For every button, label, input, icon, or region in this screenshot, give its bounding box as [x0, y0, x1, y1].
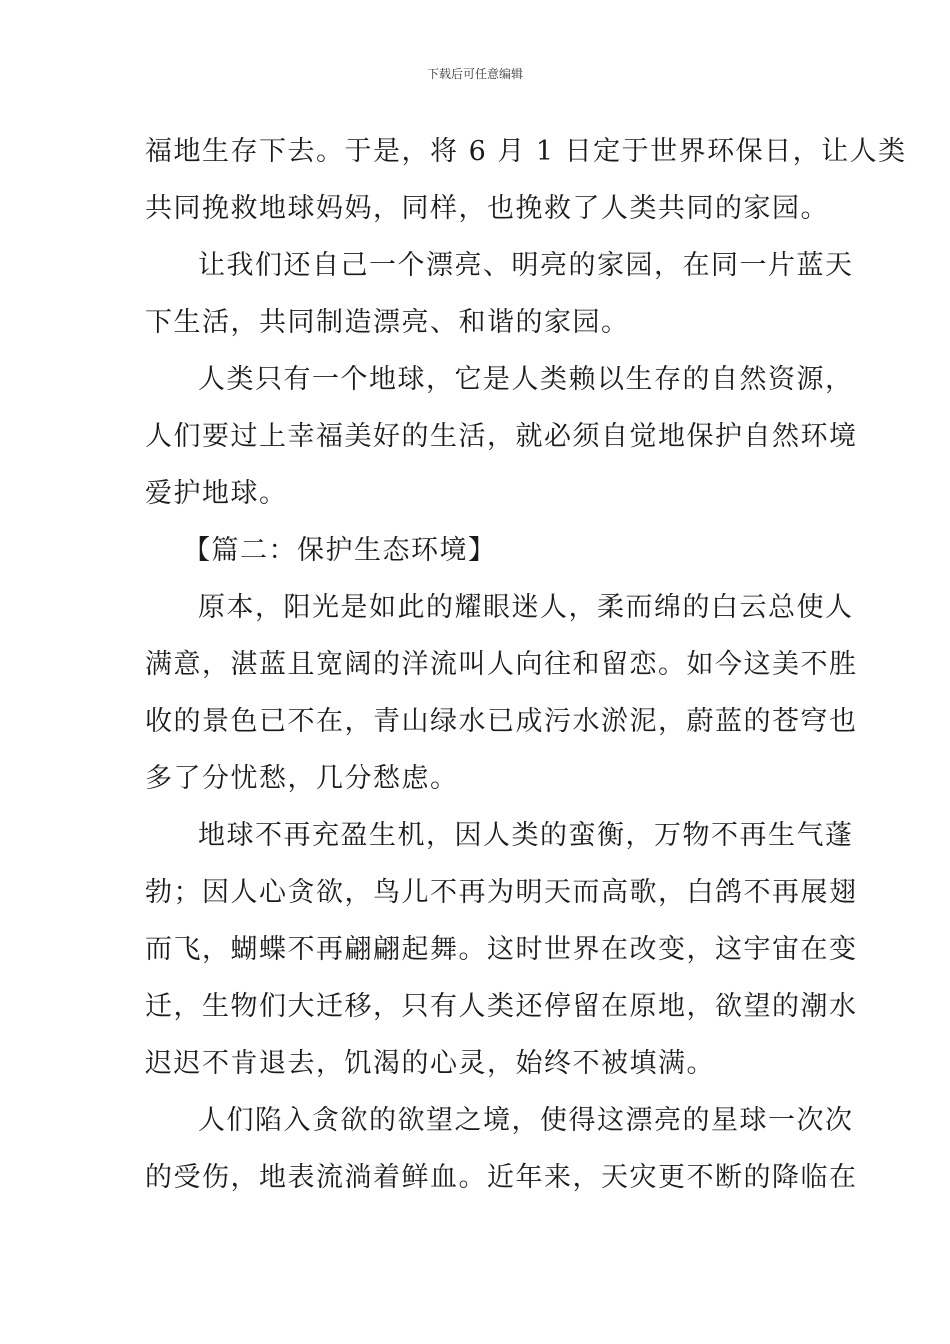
text-line: 爱护地球。 [145, 478, 288, 509]
section-heading: 【篇二：保护生态环境】 [183, 535, 497, 566]
text-line: 收的景色已不在，青山绿水已成污水淤泥，蔚蓝的苍穹也 [145, 706, 858, 737]
text-line: 人类只有一个地球，它是人类赖以生存的自然资源， [198, 364, 854, 395]
text-line: 原本，阳光是如此的耀眼迷人，柔而绵的白云总使人 [198, 592, 854, 623]
text-line: 人们陷入贪欲的欲望之境，使得这漂亮的星球一次次 [198, 1105, 854, 1136]
text-line: 下生活，共同制造漂亮、和谐的家园。 [145, 307, 630, 338]
text-line: 迟迟不肯退去，饥渴的心灵，始终不被填满。 [145, 1048, 715, 1079]
text-line: 的受伤，地表流淌着鲜血。近年来，天灾更不断的降临在 [145, 1162, 858, 1193]
text-line: 共同挽救地球妈妈，同样，也挽救了人类共同的家园。 [145, 193, 829, 224]
text-line: 福地生存下去。于是，将 6 月 1 日定于世界环保日，让人类 [145, 136, 907, 167]
text-line: 满意，湛蓝且宽阔的洋流叫人向往和留恋。如今这美不胜 [145, 649, 858, 680]
page-header: 下载后可任意编辑 [426, 67, 523, 81]
text-line: 而飞，蝴蝶不再翩翩起舞。这时世界在改变，这宇宙在变 [145, 934, 858, 965]
text-line: 地球不再充盈生机，因人类的蛮衡，万物不再生气蓬 [198, 820, 854, 851]
text-line: 勃；因人心贪欲，鸟儿不再为明天而高歌，白鸽不再展翅 [145, 877, 858, 908]
text-line: 人们要过上幸福美好的生活，就必须自觉地保护自然环境 [145, 421, 858, 452]
text-line: 多了分忧愁，几分愁虑。 [145, 763, 459, 794]
text-line: 迁，生物们大迁移，只有人类还停留在原地，欲望的潮水 [145, 991, 858, 1022]
text-line: 让我们还自己一个漂亮、明亮的家园，在同一片蓝天 [198, 250, 854, 281]
